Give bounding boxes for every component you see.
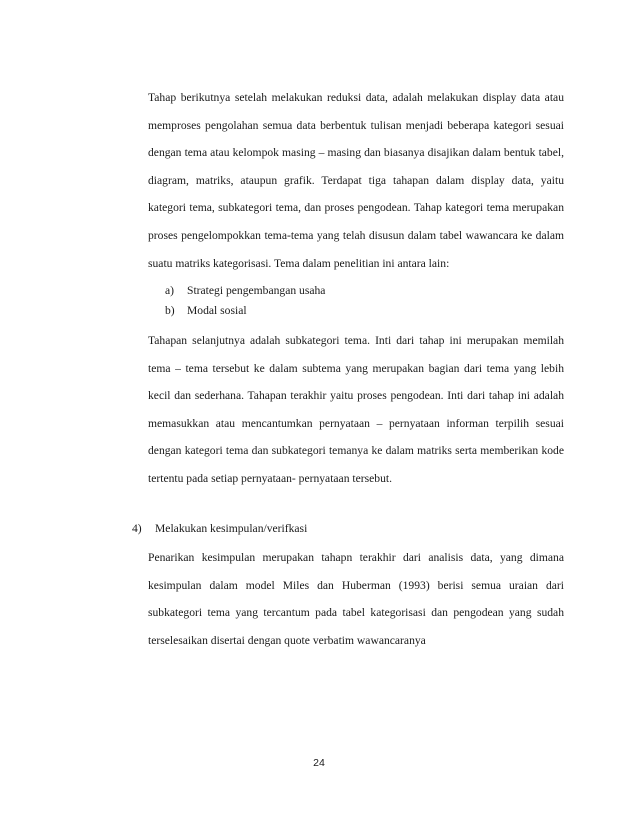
page-number: 24: [313, 757, 325, 769]
list-marker: b): [165, 304, 175, 317]
list-item-text: Modal sosial: [187, 304, 247, 317]
section-heading: [132, 519, 307, 539]
section-title: Melakukan kesimpulan/verifkasi: [155, 522, 308, 535]
list-item: [165, 301, 545, 321]
list-item-text: Strategi pengembangan usaha: [187, 284, 326, 297]
theme-list: [165, 281, 545, 321]
list-marker: a): [165, 284, 175, 297]
list-item: [165, 281, 545, 301]
paragraph-display-data: Tahap berikutnya setelah melakukan reduksi data, adalah melakukan display data atau memproses pengolahan semua data berbentuk tulisan menjadi beberapa kategori sesuai dengan tema atau kelompok masing – masing dan biasanya disajikan dalam bentuk tabel, diagram, matriks, ataupun grafik. Terdapat tiga tahapan dalam display data, yaitu kategori tema, subkategori tema, dan proses pengodean. Tahap kategori tema merupakan proses pengelompokkan tema-tema yang telah disusun dalam tabel wawancara ke dalam suatu matriks kategorisasi. Tema dalam penelitian ini antara lain:: [148, 91, 564, 270]
paragraph-subkategori: Tahapan selanjutnya adalah subkategori tema. Inti dari tahap ini merupakan memilah tema – tema tersebut ke dalam subtema yang merupakan bagian dari tema yang lebih kecil dan sederhana. Tahapan terakhir yaitu proses pengodean. Inti dari tahap ini adalah memasukkan atau mencantumkan pernyataan – pernyataan informan terpilih sesuai dengan kategori tema dan subkategori temanya ke dalam matriks serta memberikan kode tertentu pada setiap pernyataan- pernyataan tersebut.: [148, 334, 564, 485]
paragraph-kesimpulan: Penarikan kesimpulan merupakan tahapn terakhir dari analisis data, yang dimana kesimpulan dalam model Miles dan Huberman (1993) berisi semua uraian dari subkategori tema yang tercantum pada tabel kategorisasi dan pengodean yang sudah terselesaikan disertai dengan quote verbatim wawancaranya: [148, 551, 564, 647]
section-number: 4): [132, 522, 142, 535]
